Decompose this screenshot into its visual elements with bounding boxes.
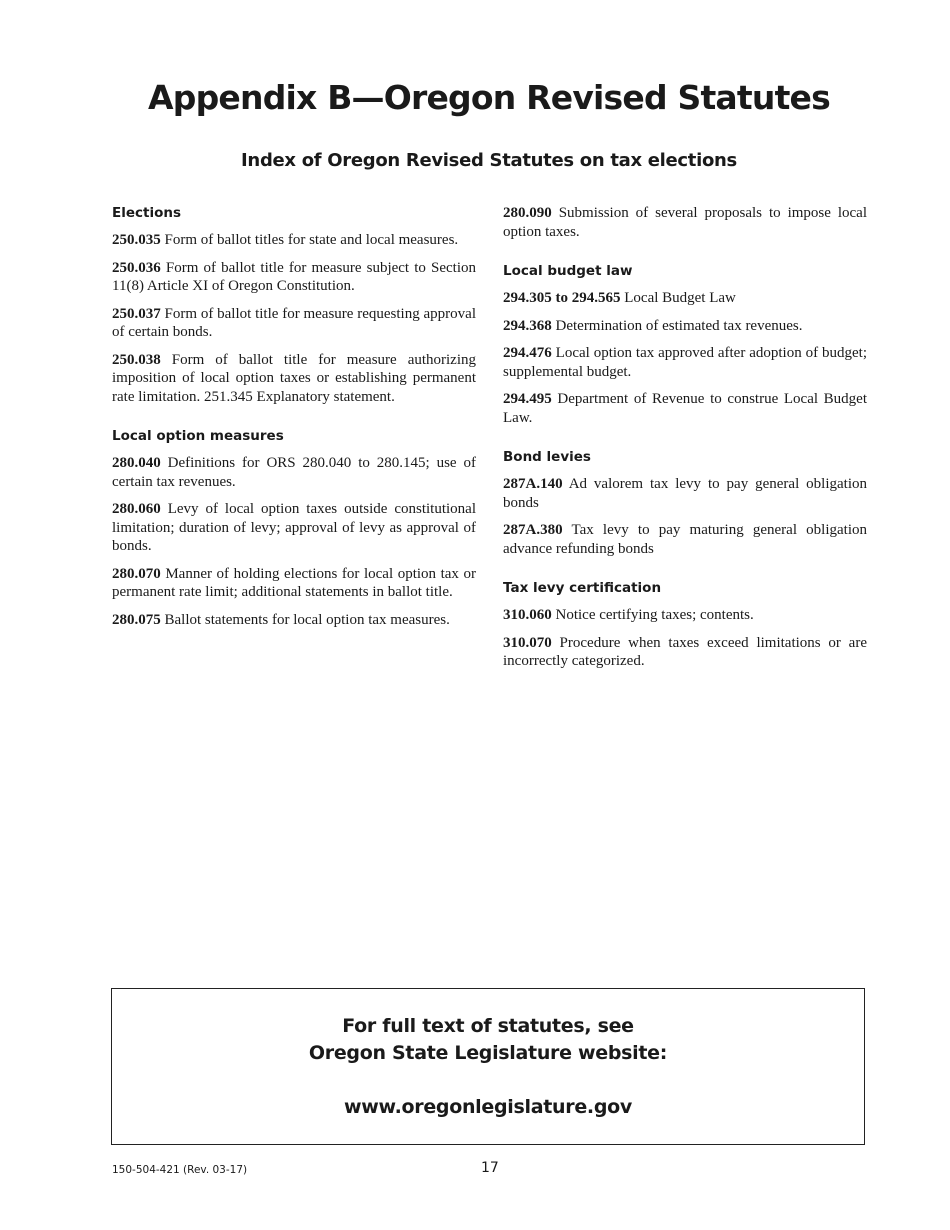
- section-tax-levy-certification: [503, 579, 867, 671]
- statute-number: 250.037: [112, 305, 161, 322]
- statute-text: Levy of local option taxes outside constitutional limitation; duration of levy; approval of levy as approval of bonds.: [112, 501, 477, 554]
- statute-text: Department of Revenue to construe Local Budget Law.: [503, 391, 867, 426]
- statute-number: 280.060: [112, 501, 161, 517]
- section-heading: Bond levies: [503, 449, 591, 465]
- statute-entry: [503, 606, 867, 625]
- statute-number: 250.038: [112, 351, 161, 368]
- statute-text: Ad valorem tax levy to pay general obligation bonds: [503, 476, 867, 511]
- statute-number: 280.090: [503, 205, 552, 221]
- legislature-website-box: [111, 988, 865, 1145]
- section-heading: Local option measures: [112, 428, 284, 444]
- box-text-line: Oregon State Legislature website:: [308, 1042, 668, 1064]
- statute-entry: [503, 390, 867, 427]
- section-heading: Local budget law: [503, 263, 633, 279]
- statute-entry: [503, 289, 867, 308]
- box-text-line: For full text of statutes, see: [342, 1015, 634, 1037]
- statute-number: 250.035: [112, 232, 161, 248]
- statute-text: Submission of several proposals to impose local option taxes.: [503, 205, 867, 240]
- statute-text: Definitions for ORS 280.040 to 280.145; use of certain tax revenues.: [112, 455, 476, 490]
- statute-entry: [503, 204, 867, 241]
- statute-number: 310.060: [503, 607, 552, 623]
- right-column: [503, 204, 867, 680]
- page-subtitle: Index of Oregon Revised Statutes on tax elections: [241, 150, 737, 171]
- statute-text: Tax levy to pay maturing general obligation advance refunding bonds: [503, 522, 867, 557]
- left-column: [112, 204, 476, 638]
- section-local-budget-law: [503, 262, 867, 427]
- statute-entry: [503, 521, 867, 558]
- statute-entry: [503, 634, 867, 671]
- statute-text: Form of ballot title for measure requesting approval of certain bonds.: [112, 305, 476, 340]
- section-local-option-measures: [112, 427, 476, 629]
- statute-text: Local option tax approved after adoption of budget; supplemental budget.: [503, 345, 868, 380]
- statute-number: 280.070: [112, 565, 161, 582]
- statute-number: 294.368: [503, 317, 552, 334]
- section-heading: Elections: [112, 205, 182, 221]
- statute-number: 287A.380: [503, 522, 563, 538]
- statute-text: Form of ballot title for measure authorizing imposition of local option taxes or establishing permanent rate limitation. 251.345 Explanatory statement.: [112, 351, 477, 405]
- statute-text: Determination of estimated tax revenues.: [555, 317, 803, 334]
- form-number: 150-504-421 (Rev. 03-17): [112, 1164, 248, 1176]
- statute-entry: [503, 475, 867, 512]
- statute-text: Notice certifying taxes; contents.: [555, 607, 754, 623]
- statute-number: 294.495: [503, 391, 552, 407]
- statute-entry: [112, 500, 476, 556]
- statute-entry: [503, 344, 867, 381]
- statute-number: 280.075: [112, 611, 161, 628]
- statute-number: 310.070: [503, 634, 552, 651]
- section-heading: Tax levy certification: [503, 580, 662, 596]
- statute-entry: [112, 259, 476, 296]
- statute-text: Form of ballot titles for state and local measures.: [164, 232, 459, 248]
- statute-entry: [503, 317, 867, 336]
- statute-number: 287A.140: [503, 476, 563, 492]
- statute-text: Manner of holding elections for local option tax or permanent rate limit; additional statements in ballot title.: [112, 565, 476, 600]
- statute-entry: [112, 231, 476, 250]
- statute-entry: [112, 305, 476, 342]
- page-number: 17: [481, 1160, 499, 1176]
- section-bond-levies: [503, 448, 867, 558]
- statute-text: Ballot statements for local option tax measures.: [164, 611, 450, 628]
- statute-number: 280.040: [112, 455, 161, 471]
- statute-entry: [112, 565, 476, 602]
- statute-number: 294.305 to 294.565: [503, 290, 621, 306]
- legislature-website-url: www.oregonlegislature.gov: [344, 1096, 632, 1118]
- statute-entry: [112, 351, 476, 407]
- page-title: Appendix B—Oregon Revised Statutes: [148, 78, 830, 117]
- statute-entry: [112, 611, 476, 630]
- statute-entry: [112, 454, 476, 491]
- section-elections: [112, 204, 476, 406]
- statute-number: 294.476: [503, 345, 552, 361]
- statute-text: Procedure when taxes exceed limitations or are incorrectly categorized.: [503, 634, 867, 669]
- statute-number: 250.036: [112, 259, 161, 276]
- statute-text: Local Budget Law: [624, 290, 736, 306]
- statute-text: Form of ballot title for measure subject to Section 11(8) Article XI of Oregon Constitution.: [112, 259, 477, 294]
